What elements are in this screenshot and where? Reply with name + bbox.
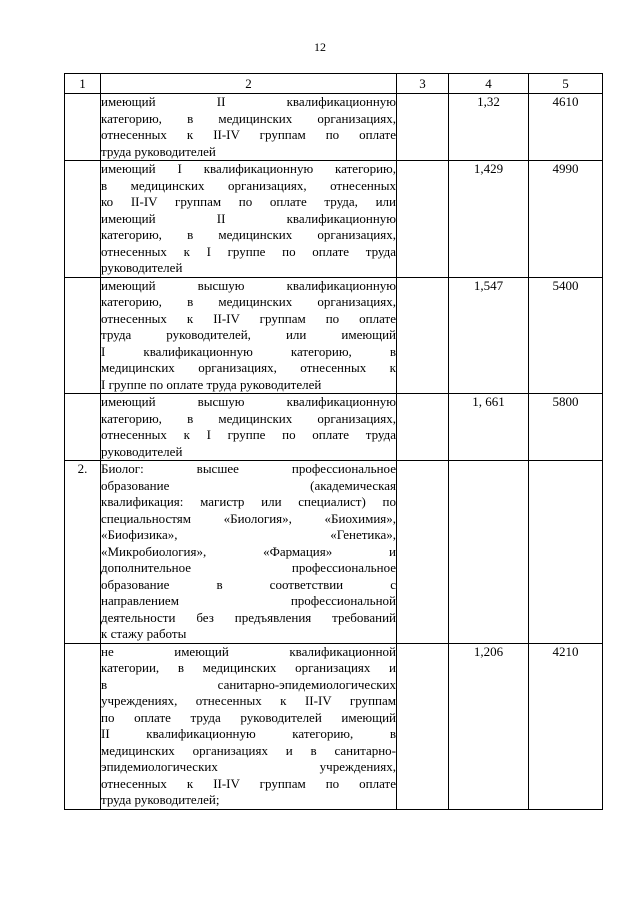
- column-header-5: 5: [529, 74, 603, 94]
- description-line: Биолог: высшее профессиональное: [101, 461, 396, 476]
- description-line: направлением профессиональной: [101, 593, 396, 608]
- description-line: отнесенных к II-IV группам по оплате: [101, 310, 396, 326]
- description-line: к стажу работы: [101, 626, 187, 641]
- description-cell: [101, 277, 397, 394]
- description-line: деятельности без предъявления требований: [101, 609, 396, 625]
- description-line: по оплате труда руководителей имеющий: [101, 709, 396, 725]
- description-line: в медицинских организациях, отнесенных: [101, 177, 396, 193]
- row-number-cell: [65, 394, 101, 461]
- column-3-cell: [397, 94, 449, 161]
- row-number-cell: 2.: [65, 461, 101, 644]
- column-header-1: 1: [65, 74, 101, 94]
- column-header-4: 4: [449, 74, 529, 94]
- description-line: в санитарно-эпидемиологических: [101, 676, 396, 692]
- description-line: квалификация: магистр или специалист) по: [101, 494, 396, 509]
- page-number: 12: [314, 40, 326, 54]
- description-line: имеющий высшую квалификационную: [101, 394, 396, 409]
- salary-cell: 5400: [529, 277, 603, 394]
- description-cell: [101, 94, 397, 161]
- salary-cell: 4990: [529, 161, 603, 278]
- column-3-cell: [397, 277, 449, 394]
- description-line: «Биофизика», «Генетика»,: [101, 527, 396, 542]
- description-line: отнесенных к II-IV группам по оплате: [101, 127, 396, 142]
- description-line: труда руководителей: [101, 143, 216, 159]
- column-3-cell: [397, 161, 449, 278]
- description-line: руководителей: [101, 443, 183, 459]
- table-row: [65, 461, 603, 644]
- description-line: медицинских организациях и в санитарно-: [101, 742, 396, 758]
- description-line: имеющий высшую квалификационную: [101, 277, 396, 293]
- description-line: категорию, в медицинских организациях,: [101, 294, 396, 309]
- row-number-cell: [65, 643, 101, 809]
- salary-cell: [529, 461, 603, 644]
- row-number-cell: [65, 277, 101, 394]
- description-line: ко II-IV группам по оплате труда, или: [101, 194, 396, 209]
- table-row: [65, 277, 603, 394]
- description-line: отнесенных к II-IV группам по оплате: [101, 775, 396, 791]
- description-line: имеющий I квалификационную категорию,: [101, 161, 396, 176]
- description-line: специальностям «Биология», «Биохимия»,: [101, 510, 396, 526]
- description-line: I группе по оплате труда руководителей: [101, 376, 322, 392]
- table-row: [65, 394, 603, 461]
- description-line: категории, в медицинских организациях и: [101, 660, 396, 675]
- description-cell: [101, 643, 397, 809]
- description-cell: [101, 394, 397, 461]
- description-line: учреждениях, отнесенных к II-IV группам: [101, 693, 396, 708]
- description-line: руководителей: [101, 260, 183, 275]
- row-number-cell: [65, 161, 101, 278]
- description-line: категорию, в медицинских организациях,: [101, 410, 396, 426]
- column-header-2: 2: [101, 74, 397, 94]
- description-line: эпидемиологических учреждениях,: [101, 759, 396, 774]
- description-line: отнесенных к I группе по оплате труда: [101, 427, 396, 442]
- column-3-cell: [397, 394, 449, 461]
- coefficient-cell: 1,206: [449, 643, 529, 809]
- column-header-3: 3: [397, 74, 449, 94]
- description-line: имеющий II квалификационную: [101, 94, 396, 109]
- description-line: «Микробиология», «Фармация» и: [101, 543, 396, 559]
- description-line: труда руководителей, или имеющий: [101, 327, 396, 342]
- table-header-row: [65, 74, 603, 94]
- description-line: труда руководителей;: [101, 792, 220, 807]
- description-line: образование (академическая: [101, 477, 396, 493]
- coefficient-cell: 1,429: [449, 161, 529, 278]
- coefficient-cell: [449, 461, 529, 644]
- salary-cell: 4210: [529, 643, 603, 809]
- salary-cell: 4610: [529, 94, 603, 161]
- row-number-cell: [65, 94, 101, 161]
- table-row: [65, 161, 603, 278]
- coefficient-cell: 1,547: [449, 277, 529, 394]
- description-line: категорию, в медицинских организациях,: [101, 227, 396, 242]
- description-line: отнесенных к I группе по оплате труда: [101, 243, 396, 259]
- description-line: образование в соответствии с: [101, 576, 396, 592]
- table-row: [65, 643, 603, 809]
- column-3-cell: [397, 643, 449, 809]
- description-line: категорию, в медицинских организациях,: [101, 110, 396, 126]
- description-line: дополнительное профессиональное: [101, 560, 396, 575]
- description-cell: [101, 161, 397, 278]
- salary-cell: 5800: [529, 394, 603, 461]
- description-line: I квалификационную категорию, в: [101, 343, 396, 359]
- coefficient-cell: 1,32: [449, 94, 529, 161]
- coefficient-cell: 1, 661: [449, 394, 529, 461]
- description-line: не имеющий квалификационной: [101, 643, 396, 659]
- column-3-cell: [397, 461, 449, 644]
- description-line: II квалификационную категорию, в: [101, 726, 396, 741]
- table-row: [65, 94, 603, 161]
- description-line: медицинских организациях, отнесенных к: [101, 360, 396, 375]
- description-line: имеющий II квалификационную: [101, 210, 396, 226]
- description-cell: [101, 461, 397, 644]
- salary-table: [64, 73, 603, 810]
